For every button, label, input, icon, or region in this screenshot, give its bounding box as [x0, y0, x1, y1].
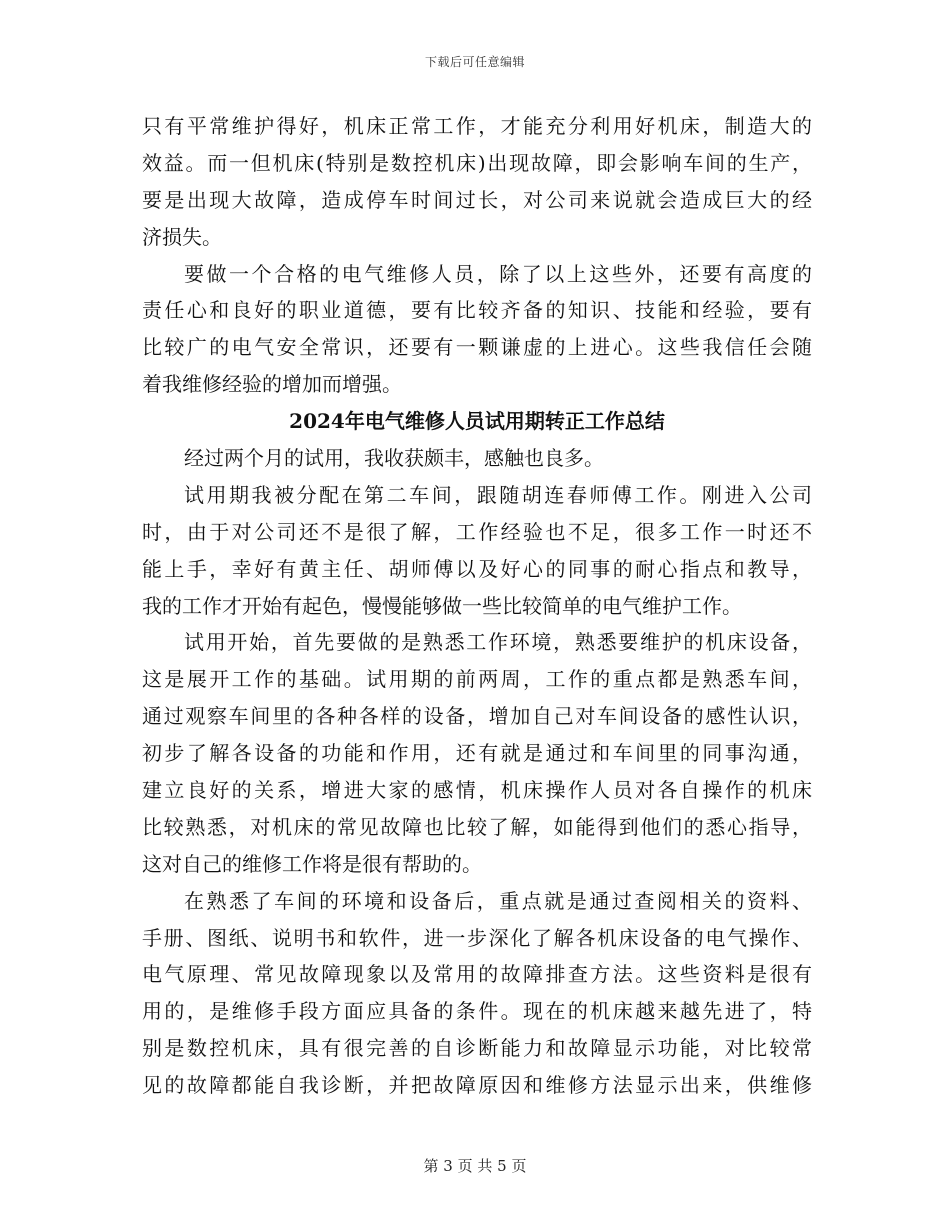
page-header: 下载后可任意编辑 [424, 55, 525, 69]
text-line: 见的故障都能自我诊断，并把故障原因和维修方法显示出来，供维修 [142, 1073, 812, 1098]
text-line: 着我维修经验的增加而增强。 [142, 372, 402, 397]
text-line: 只有平常维护得好，机床正常工作，才能充分利用好机床，制造大的 [142, 114, 812, 138]
text-line: 要做一个合格的电气维修人员，除了以上这些外，还要有高度的 [184, 261, 812, 286]
text-line: 我的工作才开始有起色，慢慢能够做一些比较简单的电气维护工作。 [142, 593, 742, 618]
text-line: 别是数控机床，具有很完善的自诊断能力和故障显示功能，对比较常 [142, 1036, 812, 1061]
paragraph [142, 883, 812, 1104]
text-line: 试用期我被分配在第二车间，跟随胡连春师傅工作。刚进入公司 [184, 482, 812, 507]
text-line: 手册、图纸、说明书和软件，进一步深化了解各机床设备的电气操作、 [142, 925, 812, 950]
paragraph [142, 477, 812, 625]
paragraph [142, 624, 812, 882]
text-line: 建立良好的关系，增进大家的感情，机床操作人员对各自操作的机床 [142, 778, 812, 803]
text-line: 济损失。 [142, 224, 222, 249]
text-line: 比较广的电气安全常识，还要有一颗谦虚的上进心。这些我信任会随 [142, 335, 812, 360]
text-line: 试用开始，首先要做的是熟悉工作环境，熟悉要维护的机床设备， [184, 630, 812, 655]
text-line: 通过观察车间里的各种各样的设备，增加自己对车间设备的感性认识， [142, 704, 812, 729]
text-line: 责任心和良好的职业道德，要有比较齐备的知识、技能和经验，要有 [142, 298, 812, 323]
text-line: 这是展开工作的基础。试用期的前两周，工作的重点都是熟悉车间， [142, 667, 812, 692]
text-line: 效益。而一但机床(特别是数控机床)出现故障，即会影响车间的生产， [142, 150, 812, 175]
text-line: 经过两个月的试用，我收获颇丰，感触也良多。 [184, 446, 604, 471]
text-line: 电气原理、常见故障现象以及常用的故障排查方法。这些资料是很有 [142, 962, 812, 987]
text-line: 比较熟悉，对机床的常见故障也比较了解，如能得到他们的悉心指导， [142, 814, 812, 839]
section-title: 2024年电气维修人员试用期转正工作总结 [289, 409, 665, 434]
page-footer: 第 3 页 共 5 页 [423, 1157, 527, 1175]
text-line: 用的，是维修手段方面应具备的条件。现在的机床越来越先进了，特 [142, 999, 812, 1024]
text-line: 初步了解各设备的功能和作用，还有就是通过和车间里的同事沟通， [142, 741, 812, 766]
document-body [142, 108, 812, 1104]
text-line: 时，由于对公司还不是很了解，工作经验也不足，很多工作一时还不 [142, 519, 812, 544]
text-line: 在熟悉了车间的环境和设备后，重点就是通过查阅相关的资料、 [184, 888, 812, 913]
text-line: 要是出现大故障，造成停车时间过长，对公司来说就会造成巨大的经 [142, 187, 812, 212]
paragraph [142, 256, 812, 404]
text-line: 能上手，幸好有黄主任、胡师傅以及好心的同事的耐心指点和教导， [142, 556, 812, 581]
text-line: 这对自己的维修工作将是很有帮助的。 [142, 851, 482, 876]
paragraph [142, 108, 812, 256]
paragraph [142, 440, 812, 477]
